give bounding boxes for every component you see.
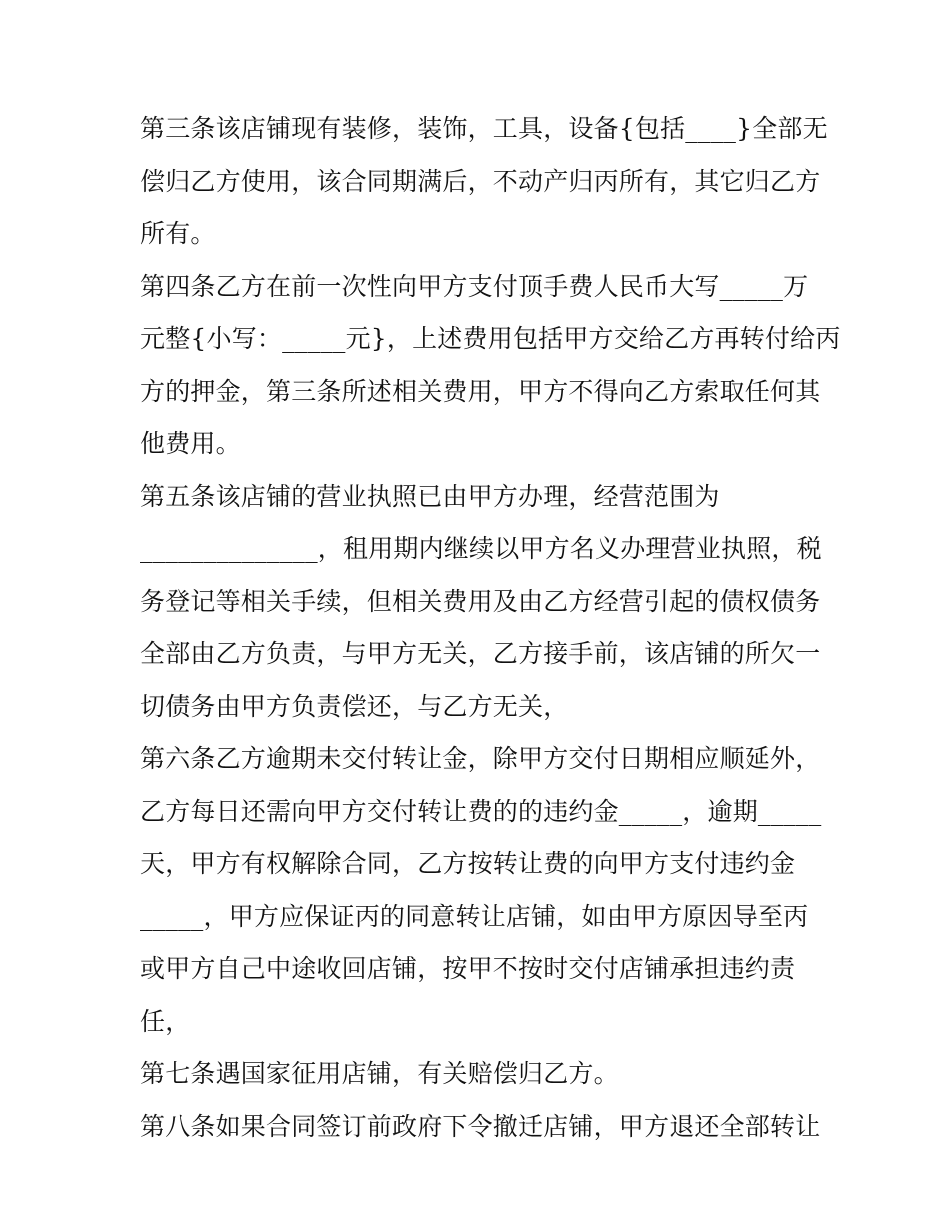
article-4-line-1: 第四条乙方在前一次性向甲方支付顶手费人民币大写_____万 [140,271,809,301]
article-3-line-3: 所有。 [140,219,216,248]
article-6-line-1: 第六条乙方逾期未交付转让金，除甲方交付日期相应顺延外， [140,744,821,773]
article-5-line-3: 务登记等相关手续，但相关费用及由乙方经营引起的债权债务 [140,586,821,616]
article-6-line-2: 乙方每日还需向甲方交付转让费的的违约金_____，逾期_____ [140,796,822,826]
article-5-line-4: 全部由乙方负责，与甲方无关，乙方接手前，该店铺的所欠一 [140,639,821,668]
article-6-line-3: 天，甲方有权解除合同，乙方按转让费的向甲方支付违约金 [140,849,796,878]
article-4-line-3: 方的押金，第三条所述相关费用，甲方不得向乙方索取任何其 [140,376,821,406]
article-5-line-1: 第五条该店铺的营业执照已由甲方办理，经营范围为 [140,481,720,511]
article-6-line-4: _____，甲方应保证丙的同意转让店铺，如由甲方原因导至丙 [140,901,809,931]
article-3-line-1: 第三条该店铺现有装修，装饰，工具，设备{包括____}全部无 [140,114,828,143]
article-5-line-5: 切债务由甲方负责偿还，与乙方无关， [140,691,569,721]
article-7-line-1: 第七条遇国家征用店铺，有关赔偿归乙方。 [140,1059,619,1088]
article-6-line-5: 或甲方自己中途收回店铺，按甲不按时交付店铺承担违约责 [140,954,796,983]
article-8-line-1: 第八条如果合同签订前政府下令撤迁店铺，甲方退还全部转让 [140,1111,821,1141]
article-3-line-2: 偿归乙方使用，该合同期满后，不动产归丙所有，其它归乙方 [140,166,821,196]
article-6-line-6: 任， [140,1006,191,1036]
article-4-line-4: 他费用。 [140,429,241,458]
contract-text-body [140,103,841,1153]
article-4-line-2: 元整{小写：_____元}，上述费用包括甲方交给乙方再转付给丙 [140,324,841,353]
article-5-line-2: ______________，租用期内继续以甲方名义办理营业执照，税 [140,534,822,563]
